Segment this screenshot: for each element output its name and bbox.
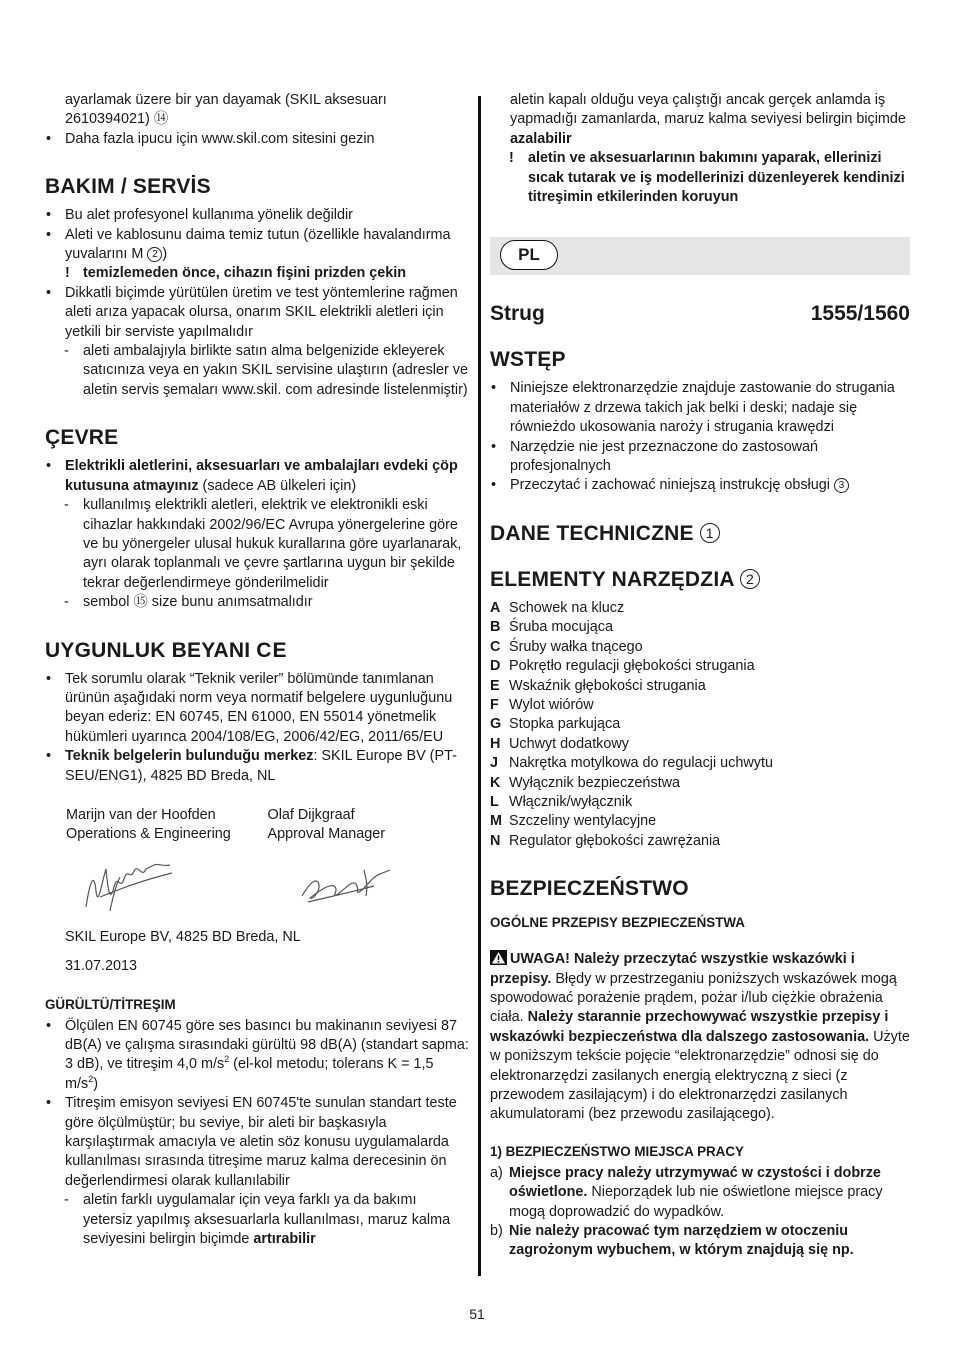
- intro-continuation: ayarlamak üzere bir yan dayamak (SKIL aksesuarı 2610394021) ⑭: [65, 92, 387, 128]
- safety-subheading: OGÓLNE PRZEPISY BEZPIECZEŃSTWA: [490, 915, 745, 931]
- part-label: Regulator głębokości zawrężania: [509, 832, 721, 849]
- part-label: Pokrętło regulacji głębokości strugania: [509, 658, 755, 675]
- part-item: [490, 774, 910, 793]
- part-label: Nakrętka motylkowa do regulacji uchwytu: [509, 755, 773, 772]
- wstep-bullet-2: • Narzędzie nie jest przeznaczone do zastosowań profesjonalnych: [490, 438, 910, 477]
- company-address: SKIL Europe BV, 4825 BD Breda, NL: [65, 928, 301, 945]
- right-column: [490, 91, 910, 1261]
- signature-2-image: [294, 856, 404, 916]
- figure-ref-3: 3: [834, 478, 849, 493]
- workplace-subheading: 1) BEZPIECZEŃSTWO MIEJSCA PRACY: [490, 1143, 744, 1159]
- part-item: [490, 715, 910, 734]
- part-item: [490, 599, 910, 618]
- language-badge: PL: [500, 240, 558, 270]
- part-item: [490, 832, 910, 851]
- gurultu-dash-1: - aletin farklı uygulamalar için veya farklı ya da bakımı yetersiz yapılmış aksesuarlarla kullanılması, maruz kalma seviyesini belirgin biçimde artırabilir: [45, 1191, 469, 1249]
- part-key: B: [490, 619, 501, 636]
- cevre-dash-1: - kullanılmış elektrikli aletleri, elektrik ve elektronikli eski cihazlar hakkındaki 2002/96/EC Avrupa yönergelerine göre ve bu yönergeler ulusal hukuk kurallarına göre uyarlanarak, ayrı olarak toplanmalı ve çevre şartlarına uygun bir şekilde tekrar değerlendirmeye gönderilmelidir: [45, 496, 469, 593]
- gurultu-bullet-2: • Titreşim emisyon seviyesi EN 60745'te sunulan standart teste göre ölçülmüştür; bu seviye, bir aleti bir başkasıyla karşılaştırmak amacıyla ve aletin söz konusu uygulamalarda kullanılması sırasında titreşime maruz kalma derecesinin ön değerlendirmesi olarak kullanılabilir: [45, 1094, 469, 1191]
- safety-paragraph: UWAGA! Należy przeczytać wszystkie wskazówki i przepisy. Błędy w przestrzeganiu poniższych wskazówek mogą spowodować porażenie prądem, pożar i/lub ciężkie obrażenia ciała. Należy starannie przechowywać wszystkie przepisy i wskazówki bezpieczeństwa dla dalszego zastosowania. Użyte w poniższym tekście pojęcie “elektronarzędzie” odnosi się do elektronarzędzi zasilanych energią elektryczną z sieci (z przewodem zasilającym) i do elektronarzędzi zasilanych akumulatorami (bez przewodu zasilającego).: [490, 951, 910, 1123]
- product-title: [490, 301, 910, 327]
- part-label: Schowek na klucz: [509, 599, 625, 616]
- part-item: [490, 812, 910, 831]
- uygunluk-bullet-2: • Teknik belgelerin bulunduğu merkez: SKIL Europe BV (PT-SEU/ENG1), 4825 BD Breda, NL: [45, 747, 469, 786]
- part-label: Śruba mocująca: [509, 619, 613, 636]
- language-bar: [490, 237, 910, 275]
- signatory-2: Olaf Dijkgraaf Approval Manager: [267, 806, 386, 843]
- uygunluk-bullet-1: • Tek sorumlu olarak “Teknik veriler” bölümünde tanımlanan ürünün aşağıdaki norm veya normatif belgelere uygunluğunu beyan ederiz: EN 60745, EN 61000, EN 55014 yönetmelik hükümleri uyarınca 2004/108/EG, 2006/42/EG, 2011/65/EU: [45, 670, 469, 748]
- part-item: [490, 754, 910, 773]
- bakim-bullet-3: • Dikkatli biçimde yürütülen üretim ve test yöntemlerine rağmen aleti arıza yapacak olursa, onarım SKIL elektrikli aletleri için yetkili bir serviste yapılmalıdır: [45, 284, 469, 342]
- heading-wstep: WSTĘP: [490, 348, 566, 372]
- part-key: K: [490, 774, 501, 791]
- heading-dane: DANE TECHNICZNE 1: [490, 521, 910, 547]
- vibration-warning: ! aletin ve aksesuarlarının bakımını yaparak, ellerinizi sıcak tutarak ve iş modellerinizi düzenleyerek kendinizi titreşimin etkilerinden koruyun: [490, 149, 910, 207]
- part-key: N: [490, 832, 501, 849]
- part-key: A: [490, 599, 501, 616]
- bakim-warning: ! temizlemeden önce, cihazın fişini prizden çekin: [45, 264, 469, 283]
- part-item: [490, 677, 910, 696]
- signature-1-image: [80, 851, 220, 921]
- tip-bullet: • Daha fazla ipucu için www.skil.com sitesini gezin: [45, 130, 469, 149]
- left-column: [45, 91, 469, 1249]
- part-key: H: [490, 735, 501, 752]
- cevre-dash-2: - sembol ⑮ size bunu anımsatmalıdır: [45, 593, 469, 612]
- wstep-bullet-1: • Niniejsze elektronarzędzie znajduje zastowanie do strugania materiałów z drzewa takich jak belki i deski; nadaje się równieżdo ukosowania naroży i strugania krawędzi: [490, 379, 910, 437]
- signatories: [45, 806, 469, 845]
- heading-uygunluk: UYGUNLUK BEYANI CE: [45, 638, 288, 662]
- part-label: Włącznik/wyłącznik: [509, 793, 633, 810]
- heading-cevre: ÇEVRE: [45, 426, 119, 450]
- product-name: Strug: [490, 302, 545, 326]
- vibration-dash-2: - aletin kapalı olduğu veya çalıştığı ancak gerçek anlamda iş yapmadığı zamanlarda, maruz kalma seviyesi belirgin biçimde azalabilir: [490, 91, 910, 149]
- part-item: [490, 638, 910, 657]
- page-number: 51: [469, 1306, 485, 1322]
- heading-bezp: BEZPIECZEŃSTWO: [490, 877, 689, 901]
- part-key: F: [490, 696, 499, 713]
- part-key: G: [490, 716, 502, 733]
- heading-bakim: BAKIM / SERVİS: [45, 175, 211, 199]
- part-key: M: [490, 813, 502, 830]
- part-label: Szczeliny wentylacyjne: [509, 813, 657, 830]
- part-label: Uchwyt dodatkowy: [509, 735, 629, 752]
- gurultu-bullet-1: • Ölçülen EN 60745 göre ses basıncı bu makinanın seviyesi 87 dB(A) ve çalışma sırasındaki gürültü 98 dB(A) (standart sapma: 3 dB), ve titreşim 4,0 $m/s^2$ (el-kol metodu; tolerans K = 1,5 $m/s^2$): [45, 1017, 469, 1095]
- part-item: [490, 696, 910, 715]
- parts-list: [490, 599, 910, 851]
- part-label: Śruby wałka tnącego: [509, 638, 643, 655]
- declaration-date: 31.07.2013: [65, 958, 138, 975]
- model-numbers: 1555/1560: [810, 302, 910, 326]
- bakim-dash-1: - aleti ambalajıyla birlikte satın alma belgenizide ekleyerek satıcınıza veya en yakın SKIL servisine ulaştırın (adresler ve aletin servis şemaları www.skil. com adresinde listelenmiştir): [45, 342, 469, 400]
- part-label: Wyłącznik bezpieczeństwa: [509, 774, 681, 791]
- part-key: L: [490, 793, 499, 810]
- wstep-bullet-3: • Przeczytać i zachować niniejszą instrukcję obsługi 3: [490, 476, 910, 495]
- part-label: Wskaźnik głębokości strugania: [509, 677, 706, 694]
- part-key: J: [490, 755, 499, 772]
- signatory-1: Marijn van der Hoofden Operations & Engineering: [66, 806, 231, 843]
- part-item: [490, 657, 910, 676]
- figure-ref-2: 2: [147, 247, 162, 262]
- heading-gurultu: GÜRÜLTÜ/TİTREŞIM: [45, 996, 176, 1012]
- warning-icon: [490, 950, 507, 965]
- bakim-bullet-2: • Aleti ve kablosunu daima temiz tutun (özellikle havalandırma yuvalarını M 2 ): [45, 226, 469, 265]
- safety-item-a: a) Miejsce pracy należy utrzymywać w czystości i dobrze oświetlone. Nieporządek lub nie oświetlone miejsce pracy mogą doprowadzić do wypadków.: [490, 1164, 883, 1220]
- safety-item-b: b) Nie należy pracować tym narzędziem w otoczeniu zagrożonym wybuchem, w którym znajdują się np.: [490, 1223, 854, 1259]
- part-label: Wylot wiórów: [509, 696, 594, 713]
- ce-mark: CE: [256, 638, 288, 662]
- part-item: [490, 735, 910, 754]
- signature-images: [45, 845, 469, 927]
- part-item: [490, 793, 910, 812]
- cevre-bullet-1: • Elektrikli aletlerini, aksesuarları ve ambalajları evdeki çöp kutusuna atmayınız (sadece AB ülkeleri için): [45, 457, 469, 496]
- heading-elementy: ELEMENTY NARZĘDZIA 2: [490, 567, 910, 593]
- column-divider: [478, 96, 481, 1276]
- figure-ref-2b: 2: [740, 569, 760, 589]
- part-key: C: [490, 638, 501, 655]
- bakim-bullet-1: • Bu alet profesyonel kullanıma yönelik değildir: [45, 206, 469, 225]
- figure-ref-1: 1: [700, 523, 720, 543]
- part-key: D: [490, 658, 501, 675]
- part-key: E: [490, 677, 500, 694]
- part-label: Stopka parkująca: [509, 716, 621, 733]
- part-item: [490, 618, 910, 637]
